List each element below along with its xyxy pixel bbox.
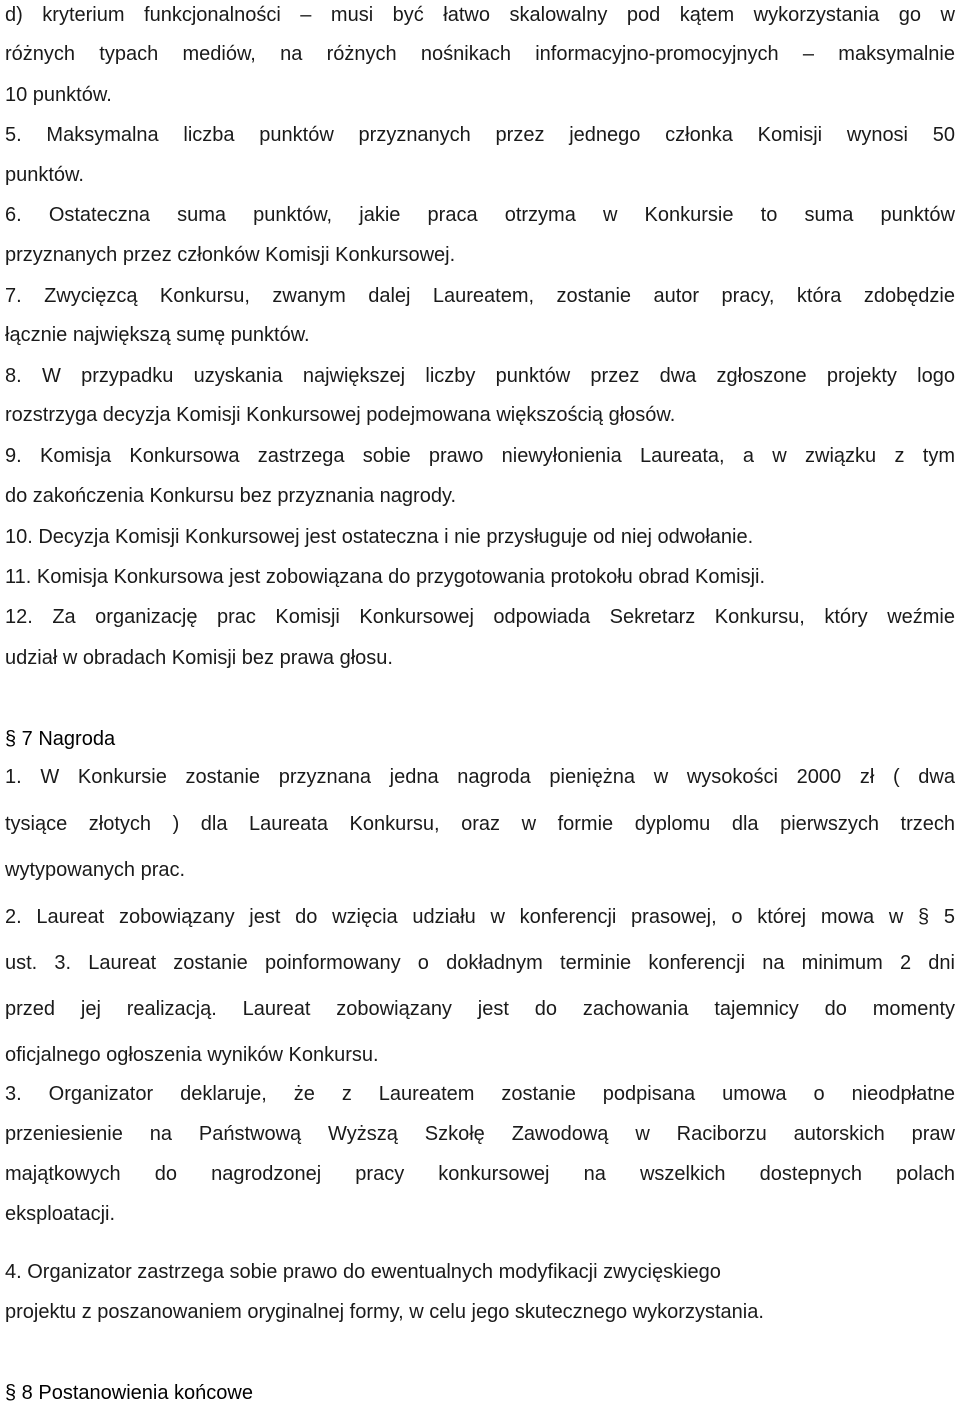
text-line: 1. W Konkursie zostanie przyznana jedna nagroda pieniężna w wysokości 2000 zł ( dwa bbox=[5, 766, 955, 788]
text-line: do zakończenia Konkursu bez przyznania nagrody. bbox=[5, 485, 457, 507]
text-line: przeniesienie na Państwową Wyższą Szkołę Zawodową w Raciborzu autorskich praw bbox=[5, 1123, 955, 1145]
text-line: rozstrzyga decyzja Komisji Konkursowej podejmowana większością głosów. bbox=[5, 404, 676, 426]
text-line: 3. Organizator deklaruje, że z Laureatem zostanie podpisana umowa o nieodpłatne bbox=[5, 1083, 955, 1105]
text-line: 5. Maksymalna liczba punktów przyznanych przez jednego członka Komisji wynosi 50 bbox=[5, 124, 955, 146]
text-line: przyznanych przez członków Komisji Konkursowej. bbox=[5, 244, 456, 266]
text-line: oficjalnego ogłoszenia wyników Konkursu. bbox=[5, 1044, 379, 1066]
text-line: 7. Zwycięzcą Konkursu, zwanym dalej Laureatem, zostanie autor pracy, która zdobędzie bbox=[5, 285, 955, 307]
text-line: wytypowanych prac. bbox=[5, 859, 186, 881]
text-line: 11. Komisja Konkursowa jest zobowiązana do przygotowania protokołu obrad Komisji. bbox=[5, 566, 766, 588]
text-line: eksploatacji. bbox=[5, 1203, 116, 1225]
text-line: 4. Organizator zastrzega sobie prawo do ewentualnych modyfikacji zwycięskiego bbox=[5, 1261, 721, 1283]
text-line: ust. 3. Laureat zostanie poinformowany o dokładnym terminie konferencji na minimum 2 dni bbox=[5, 952, 955, 974]
text-line: projektu z poszanowaniem oryginalnej formy, w celu jego skutecznego wykorzystania. bbox=[5, 1301, 764, 1323]
text-line: 9. Komisja Konkursowa zastrzega sobie prawo niewyłonienia Laureata, a w związku z tym bbox=[5, 445, 955, 467]
section-heading-7: § 7 Nagroda bbox=[5, 728, 116, 750]
text-line: przed jej realizacją. Laureat zobowiązany jest do zachowania tajemnicy do momenty bbox=[5, 998, 955, 1020]
text-line: różnych typach mediów, na różnych nośnikach informacyjno-promocyjnych – maksymalnie bbox=[5, 43, 955, 65]
text-line: 6. Ostateczna suma punktów, jakie praca otrzyma w Konkursie to suma punktów bbox=[5, 204, 955, 226]
text-line: d) kryterium funkcjonalności – musi być łatwo skalowalny pod kątem wykorzystania go w bbox=[5, 4, 955, 26]
text-line: punktów. bbox=[5, 164, 84, 186]
text-line: łącznie największą sumę punktów. bbox=[5, 324, 310, 346]
text-line: 10. Decyzja Komisji Konkursowej jest ostateczna i nie przysługuje od niej odwołanie. bbox=[5, 526, 754, 548]
text-line: 10 punktów. bbox=[5, 84, 112, 106]
text-line: majątkowych do nagrodzonej pracy konkursowej na wszelkich dostepnych polach bbox=[5, 1163, 955, 1185]
text-line: 2. Laureat zobowiązany jest do wzięcia udziału w konferencji prasowej, o której mowa w § 5 bbox=[5, 906, 955, 928]
text-line: udział w obradach Komisji bez prawa głosu. bbox=[5, 647, 393, 669]
text-line: 8. W przypadku uzyskania największej liczby punktów przez dwa zgłoszone projekty logo bbox=[5, 365, 955, 387]
section-heading-8: § 8 Postanowienia końcowe bbox=[5, 1382, 253, 1404]
text-line: 12. Za organizację prac Komisji Konkursowej odpowiada Sekretarz Konkursu, który weźmie bbox=[5, 606, 955, 628]
text-line: tysiące złotych ) dla Laureata Konkursu, oraz w formie dyplomu dla pierwszych trzech bbox=[5, 813, 955, 835]
